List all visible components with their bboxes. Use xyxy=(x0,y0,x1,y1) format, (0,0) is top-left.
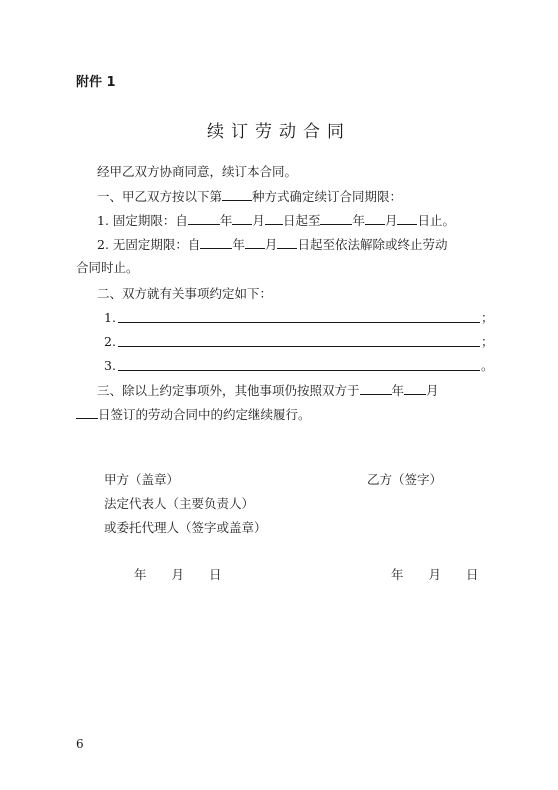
fixed-to-year-char: 年 xyxy=(352,213,365,228)
item-one-line[interactable] xyxy=(118,322,480,323)
open-month-char: 月 xyxy=(264,237,278,252)
item-three-end: 。 xyxy=(481,358,494,373)
clause-three-month-blank[interactable] xyxy=(404,381,426,395)
open-start-day-blank[interactable] xyxy=(277,235,297,249)
intro-paragraph xyxy=(97,163,297,181)
item-three-number: 3. xyxy=(104,358,116,373)
fixed-year-char: 年 xyxy=(219,213,233,228)
clause-three-day-blank[interactable] xyxy=(76,405,98,419)
fixed-end-year-blank[interactable] xyxy=(320,211,352,225)
item-one-number: 1. xyxy=(104,310,116,325)
fixed-to-month-char: 月 xyxy=(384,213,398,228)
clause-one xyxy=(97,187,402,206)
item-two-number: 2. xyxy=(104,334,116,349)
document-title: 续订劳动合同 xyxy=(207,122,351,142)
party-b-label: 乙方（签字） xyxy=(367,472,443,487)
open-start-year-blank[interactable] xyxy=(200,235,232,249)
fixed-term-option xyxy=(97,211,455,230)
open-term-line2: 合同时止。 xyxy=(76,260,139,275)
open-term-tail: 日起至依法解除或终止劳动 xyxy=(297,237,448,252)
party-a-date: 年 月 日 xyxy=(134,567,222,582)
fixed-term-label: 1. 固定期限：自 xyxy=(97,213,188,228)
method-number-blank[interactable] xyxy=(222,187,252,201)
fixed-from-day-text: 日起至 xyxy=(282,213,321,228)
fixed-month-char: 月 xyxy=(252,213,265,228)
clause-three-continuation xyxy=(76,405,311,424)
attachment-label: 附件 1 xyxy=(76,75,116,90)
fixed-start-day-blank[interactable] xyxy=(265,211,283,225)
item-two-line[interactable] xyxy=(118,346,480,347)
open-start-month-blank[interactable] xyxy=(245,235,265,249)
fixed-start-month-blank[interactable] xyxy=(232,211,252,225)
open-term-continuation xyxy=(76,259,139,277)
clause-two-text: 二、双方就有关事项约定如下： xyxy=(97,286,273,301)
party-b-date: 年 月 日 xyxy=(391,567,479,582)
open-year-char: 年 xyxy=(232,237,245,252)
page-number: 6 xyxy=(76,737,84,751)
fixed-start-year-blank[interactable] xyxy=(188,211,220,225)
open-term-label: 2. 无固定期限：自 xyxy=(97,237,201,252)
fixed-end-text: 日止。 xyxy=(417,213,455,228)
clause-one-text-a: 一、甲乙双方按以下第 xyxy=(97,189,223,204)
party-a-label: 甲方（盖章） xyxy=(104,472,180,487)
legal-representative-label: 法定代表人（主要负责人） xyxy=(104,496,255,511)
clause-three-year-blank[interactable] xyxy=(360,381,392,395)
fixed-end-month-blank[interactable] xyxy=(365,211,385,225)
intro-text: 经甲乙双方协商同意，续订本合同。 xyxy=(97,164,298,179)
item-one-end: ； xyxy=(481,310,494,325)
clause-two xyxy=(97,285,272,303)
item-two-end: ； xyxy=(481,334,494,349)
clause-three-year-char: 年 xyxy=(391,383,405,398)
clause-three-line2: 日签订的劳动合同中的约定继续履行。 xyxy=(98,407,311,422)
open-term-option xyxy=(97,235,447,254)
clause-three-month-char: 月 xyxy=(426,383,439,398)
clause-three xyxy=(97,381,439,400)
clause-three-text-a: 三、除以上约定事项外，其他事项仍按照双方于 xyxy=(97,383,360,398)
agent-label: 或委托代理人（签字或盖章） xyxy=(104,520,267,535)
item-three-line[interactable] xyxy=(118,370,480,371)
fixed-end-day-blank[interactable] xyxy=(397,211,417,225)
clause-one-text-b: 种方式确定续订合同期限： xyxy=(252,189,403,204)
